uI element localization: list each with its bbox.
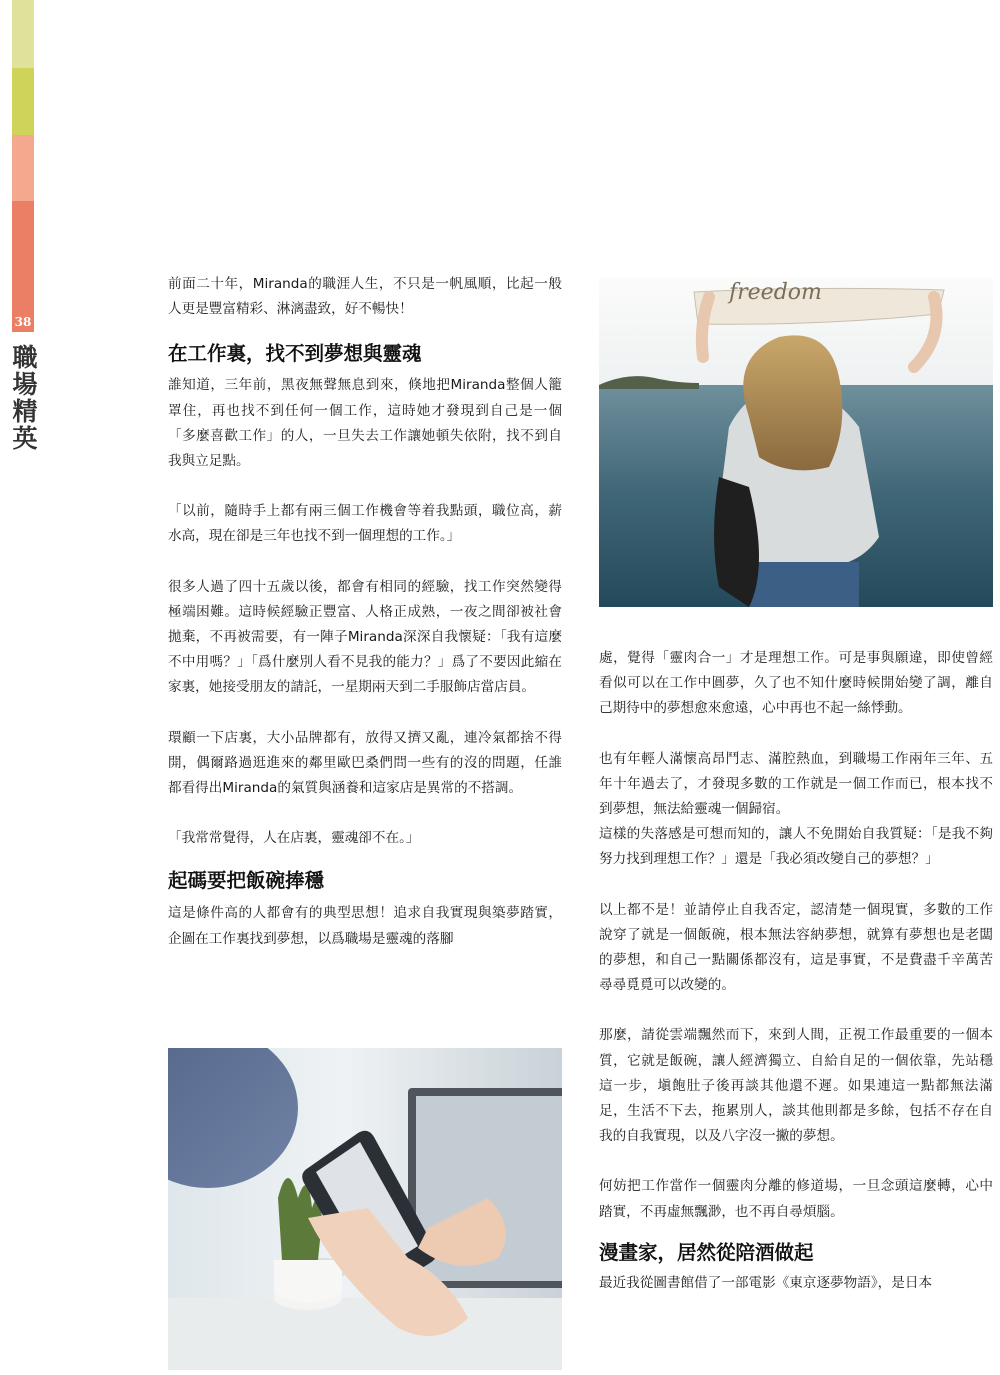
paragraph: 誰知道，三年前，黑夜無聲無息到來，倏地把Miranda整個人籠罩住，再也找不到任何一個工作，這時她才發現到自己是一個「多麼喜歡工作」的人，一旦失去工作讓她頓失依附，找不到自我與立足點。 <box>168 377 562 470</box>
intro-paragraph: 前面二十年，Miranda的職涯人生，不只是一帆風順，比起一般人更是豐富精彩、淋漓盡致，好不暢快！ <box>168 276 562 318</box>
heading-no-dream: 在工作裏，找不到夢想與靈魂 <box>168 342 422 366</box>
section-title: 職場精英 <box>9 344 38 452</box>
paragraph: 這是條件高的人都會有的典型思想！追求自我實現與築夢踏實，企圖在工作裏找到夢想，以爲職場是靈魂的落腳 <box>168 905 562 947</box>
paragraph: 也有年輕人滿懷高昂鬥志、滿腔熱血，到職場工作兩年三年、五年十年過去了，才發現多數的工作就是一個工作而已，根本找不到夢想，無法給靈魂一個歸宿。 <box>599 750 993 818</box>
quote: 「我常常覺得，人在店裏，靈魂卻不在。」 <box>168 830 420 847</box>
right-column <box>599 646 993 1296</box>
paragraph: 很多人過了四十五歲以後，都會有相同的經驗，找工作突然變得極端困難。這時候經驗正豐富、人格正成熟，一夜之間卻被社會拋棄，不再被需要，有一陣子Miranda深深自我懷疑：「我有這麼不中用嗎？」「爲什麼別人看不見我的能力？」爲了不要因此縮在家裏，她接受朋友的請託，一星期兩天到二手服飾店當店員。 <box>168 578 562 696</box>
paragraph: 以上都不是！並請停止自我否定，認清楚一個現實，多數的工作說穿了就是一個飯碗，根本無法容納夢想，就算有夢想也是老闆的夢想，和自己一點關係都沒有，這是事實，不是費盡千辛萬苦尋尋覓覓可以改變的。 <box>599 901 993 994</box>
page-number: 38 <box>12 312 34 332</box>
color-strip-4 <box>12 201 34 312</box>
color-strip-2 <box>12 68 34 135</box>
paragraph: 環顧一下店裏，大小品牌都有，放得又擠又亂，連冷氣都捨不得開，偶爾路過逛進來的鄰里歐巴桑們問一些有的沒的問題，任誰都看得出Miranda的氣質與涵養和這家店是異常的不搭調。 <box>168 729 562 797</box>
paragraph: 何妨把工作當作一個靈肉分離的修道場，一旦念頭這麼轉，心中踏實，不再虛無飄渺，也不再自尋煩腦。 <box>599 1178 993 1220</box>
color-strip-1 <box>12 0 34 68</box>
freedom-photo <box>599 277 993 607</box>
heading-cartoonist: 漫畫家，居然從陪酒做起 <box>599 1240 814 1264</box>
color-strip-3 <box>12 135 34 201</box>
paragraph: 最近我從圖書館借了一部電影《東京逐夢物語》，是日本 <box>599 1274 933 1291</box>
left-column <box>168 272 562 952</box>
paragraph: 那麼，請從雲端飄然而下，來到人間，正視工作最重要的一個本質，它就是飯碗，讓人經濟獨立、自給自足的一個依靠，先站穩這一步，塡飽肚子後再談其他還不遲。如果連這一點都無法滿足，生活不下去，拖累別人，談其他則都是多餘，包括不存在自我的自我實現，以及八字沒一撇的夢想。 <box>599 1027 993 1145</box>
quote: 「以前，隨時手上都有兩三個工作機會等着我點頭，職位高，薪水高，現在卻是三年也找不到一個理想的工作。」 <box>168 503 562 545</box>
heading-rice-bowl: 起碼要把飯碗捧穩 <box>168 869 325 893</box>
freedom-flag-text: freedom <box>729 280 822 305</box>
paragraph: 這樣的失落感是可想而知的，讓人不免開始自我質疑：「是我不夠努力找到理想工作？」還是「我必須改變自己的夢想？」 <box>599 826 993 868</box>
phone-hands-photo <box>168 1048 562 1370</box>
paragraph: 處，覺得「靈肉合一」才是理想工作。可是事與願違，即使曾經看似可以在工作中圓夢，久了也不知什麼時候開始變了調，離自己期待中的夢想愈來愈遠，心中再也不起一絲悸動。 <box>599 650 993 717</box>
